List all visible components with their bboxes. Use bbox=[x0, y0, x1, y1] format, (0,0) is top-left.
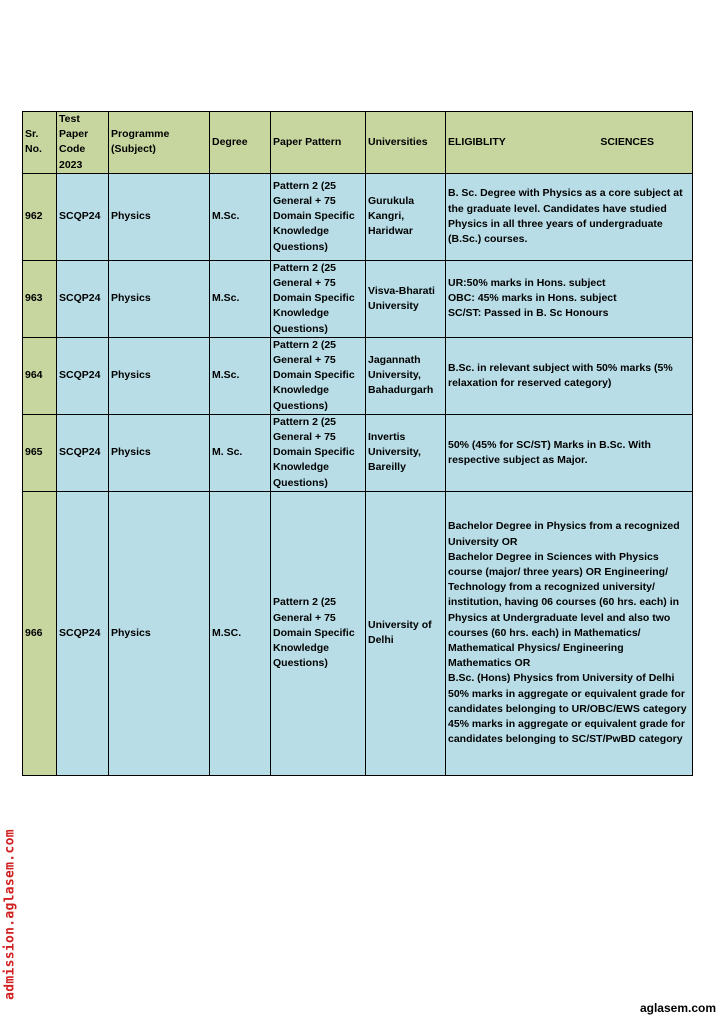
cell-test-paper-code: SCQP24 bbox=[57, 337, 109, 414]
cell-degree: M.Sc. bbox=[210, 337, 271, 414]
cell-eligibility: B.Sc. in relevant subject with 50% marks (5% relaxation for reserved category) bbox=[446, 337, 693, 414]
cell-sr-no: 965 bbox=[23, 414, 57, 491]
cell-university: University of Delhi bbox=[366, 491, 446, 775]
cell-paper-pattern: Pattern 2 (25 General + 75 Domain Specific Knowledge Questions) bbox=[271, 491, 366, 775]
cell-paper-pattern: Pattern 2 (25 General + 75 Domain Specific Knowledge Questions) bbox=[271, 173, 366, 260]
cell-programme: Physics bbox=[109, 491, 210, 775]
cell-test-paper-code: SCQP24 bbox=[57, 260, 109, 337]
header-paper-pattern: Paper Pattern bbox=[271, 112, 366, 174]
cell-paper-pattern: Pattern 2 (25 General + 75 Domain Specific Knowledge Questions) bbox=[271, 414, 366, 491]
cell-programme: Physics bbox=[109, 260, 210, 337]
cell-degree: M.Sc. bbox=[210, 173, 271, 260]
cell-sr-no: 962 bbox=[23, 173, 57, 260]
cell-sr-no: 966 bbox=[23, 491, 57, 775]
table-row bbox=[23, 491, 693, 775]
cell-eligibility: UR:50% marks in Hons. subject OBC: 45% marks in Hons. subject SC/ST: Passed in B. Sc Honours bbox=[446, 260, 693, 337]
cell-paper-pattern: Pattern 2 (25 General + 75 Domain Specific Knowledge Questions) bbox=[271, 260, 366, 337]
cell-university: Jagannath University, Bahadurgarh bbox=[366, 337, 446, 414]
table-row bbox=[23, 260, 693, 337]
cell-university: Visva-Bharati University bbox=[366, 260, 446, 337]
cell-test-paper-code: SCQP24 bbox=[57, 414, 109, 491]
watermark-text: admission.aglasem.com bbox=[2, 829, 18, 1000]
cell-sr-no: 964 bbox=[23, 337, 57, 414]
header-programme: Programme (Subject) bbox=[109, 112, 210, 174]
cell-test-paper-code: SCQP24 bbox=[57, 173, 109, 260]
cell-programme: Physics bbox=[109, 173, 210, 260]
cell-eligibility: B. Sc. Degree with Physics as a core subject at the graduate level. Candidates have studied Physics in all three years of undergraduate (B.Sc.) courses. bbox=[446, 173, 693, 260]
cell-paper-pattern: Pattern 2 (25 General + 75 Domain Specific Knowledge Questions) bbox=[271, 337, 366, 414]
cell-degree: M. Sc. bbox=[210, 414, 271, 491]
header-eligibility-label: ELIGIBLITY bbox=[448, 135, 506, 148]
cell-university: Invertis University, Bareilly bbox=[366, 414, 446, 491]
header-sr-no: Sr. No. bbox=[23, 112, 57, 174]
cell-degree: M.SC. bbox=[210, 491, 271, 775]
cell-programme: Physics bbox=[109, 414, 210, 491]
header-sciences-label: SCIENCES bbox=[600, 135, 654, 148]
table-row bbox=[23, 173, 693, 260]
header-degree: Degree bbox=[210, 112, 271, 174]
cell-sr-no: 963 bbox=[23, 260, 57, 337]
header-universities: Universities bbox=[366, 112, 446, 174]
header-row bbox=[23, 112, 693, 174]
header-test-paper-code: Test Paper Code 2023 bbox=[57, 112, 109, 174]
eligibility-table bbox=[22, 111, 693, 776]
cell-eligibility: Bachelor Degree in Physics from a recognized University OR Bachelor Degree in Sciences with Physics course (major/ three years) OR Engineering/ Technology from a recognized university/ institution, having 06 courses (60 hrs. each) in Physics at Undergraduate level and also two courses (60 hrs. each) in Mathematics/ Mathematical Physics/ Engineering Mathematics OR B.Sc. (Hons) Physics from University of Delhi 50% marks in aggregate or equivalent grade for candidates belonging to UR/OBC/EWS category 45% marks in aggregate or equivalent grade for candidates belonging to SC/ST/PwBD category bbox=[446, 491, 693, 775]
header-eligibility bbox=[446, 112, 693, 174]
cell-degree: M.Sc. bbox=[210, 260, 271, 337]
table-row bbox=[23, 337, 693, 414]
cell-university: Gurukula Kangri, Haridwar bbox=[366, 173, 446, 260]
footer-site-name: aglasem.com bbox=[639, 1001, 716, 1015]
cell-programme: Physics bbox=[109, 337, 210, 414]
cell-test-paper-code: SCQP24 bbox=[57, 491, 109, 775]
table-row bbox=[23, 414, 693, 491]
cell-eligibility: 50% (45% for SC/ST) Marks in B.Sc. With respective subject as Major. bbox=[446, 414, 693, 491]
